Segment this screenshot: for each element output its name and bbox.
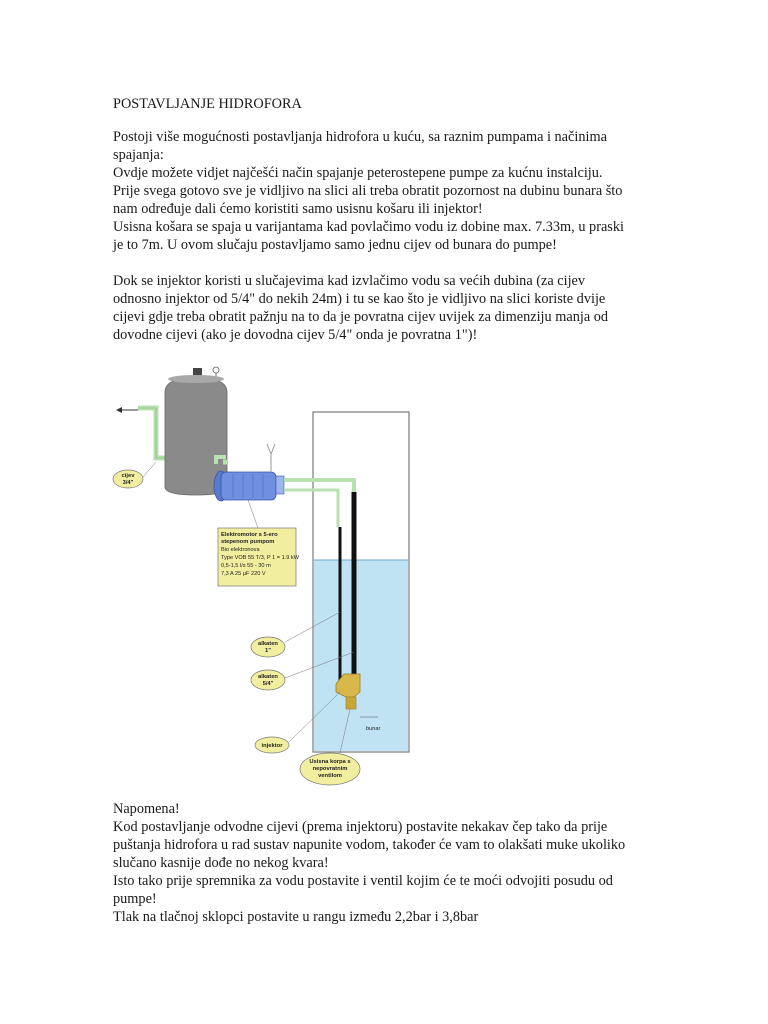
outlet-pipe-edge [138,408,165,458]
text-line: cijevi gdje treba obratit pažnju na to da je povratna cijev uvijek za dimenziju manja od [113,309,609,325]
text-line: Usisna košara se spaja u varijantama kad povlačimo vodu iz dobine max. 7.33m, u praski [113,219,624,235]
vent-icon [267,444,275,454]
electric-motor-pump [221,472,276,500]
text-line: Dok se injektor koristi u slučajevima kad izvlačimo vodu sa većih dubina (za cijev [113,273,586,289]
motor-spec-line: Type VOB 55 T/3, P 1 = 1.9 kW [221,555,299,561]
text-line: je to 7m. U ovom slučaju postavljamo samo jednu cijev od bunara do pumpe! [113,237,557,253]
pointer-line [143,462,156,477]
outlet-pipe [138,408,165,458]
alkaten-1-line1: alkaten [258,641,278,647]
motor-spec-line: 7,3 A 25 µF 220 V [221,571,266,577]
text-line: Ovdje možete vidjet najčešći način spajanje peterostepene pumpe za kućnu instalciju. [113,165,603,181]
page-title: POSTAVLJANJE HIDROFORA [113,96,302,112]
note-paragraph [113,800,673,926]
alkaten-54-line1: alkaten [258,674,278,680]
pipe-label-line2: 3/4" [122,480,134,486]
well-label: bunar [366,726,381,732]
text-line: Isto tako prije spremnika za vodu postavite i ventil kojim će te moći odvojiti posudu od [113,873,613,889]
hydrofor-installation-diagram [108,362,428,792]
injector-paragraph [113,272,673,344]
alkaten-1-bubble [251,637,285,657]
arrow-head-icon [116,407,122,413]
text-line: odnosno injektor od 5/4" do nekih 24m) i tu se kao što je vidljivo na slici koriste dvije [113,291,606,307]
basket-label-line: Usisna korpa s [309,759,351,765]
alkaten-54-line2: 5/4" [262,681,274,687]
well-water [314,560,408,751]
alkaten-54-bubble [251,670,285,690]
text-line: nam određuje dali ćemo koristiti samo usisnu košaru ili injektor! [113,201,483,217]
basket-label-line: nepovratnim [312,766,348,772]
text-line: pumpe! [113,891,157,907]
pointer-line [248,500,258,528]
motor-spec-line: Bio elektronova [221,547,260,553]
pressure-gauge-icon [213,367,219,373]
basket-label-line: ventilom [318,773,342,779]
injector-label: injektor [261,743,283,749]
text-line: Kod postavljanje odvodne cijevi (prema injektoru) postavite nekakav čep tako da prije [113,819,608,835]
motor-spec-line: stepenom pumpom [221,539,275,545]
motor-spec-line: Elektromotor s 5-ero [221,532,278,538]
text-line: Tlak na tlačnoj sklopci postavite u rangu između 2,2bar i 3,8bar [113,909,479,925]
pump-head [276,476,284,494]
note-heading: Napomena! [113,801,180,817]
text-line: puštanja hidrofora u rad sustav napunite vodom, također će vam to olakšati muke ukoliko [113,837,626,853]
text-line: dovodne cijevi (ako je dovodna cijev 5/4" onda je povratna 1")! [113,327,478,343]
pipe-label-line1: cijev [121,473,135,479]
text-line: Postoji više mogućnosti postavljanja hidrofora u kuću, sa raznim pumpama i načinima [113,129,607,145]
text-line: slučano kasnije dođe no nekog kvara! [113,855,329,871]
suction-basket [346,697,356,709]
tank-top [168,375,224,383]
motor-spec-line: 0,5-1,5 l/s 55 - 30 m [221,563,271,569]
text-line: spajanja: [113,147,164,163]
intro-paragraph [113,128,673,254]
alkaten-1-line2: 1" [265,648,271,654]
text-line: Prije svega gotovo sve je vidljivo na slici ali treba obratit pozornost na dubinu bunara što [113,183,623,199]
